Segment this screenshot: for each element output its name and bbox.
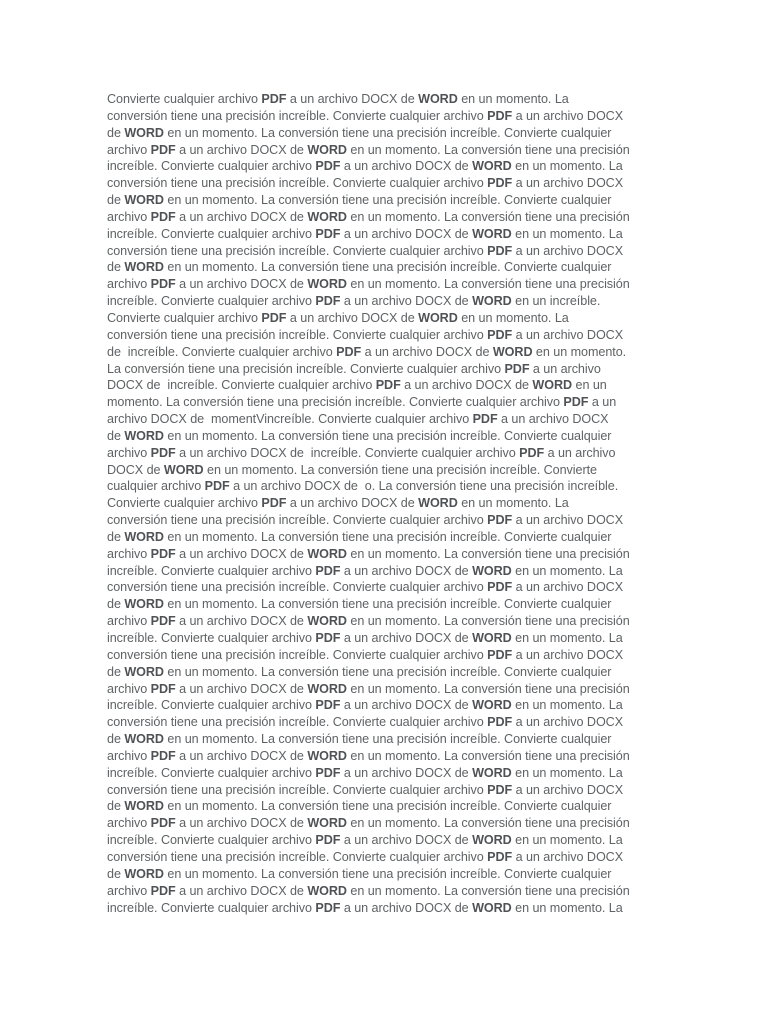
text-line: archivo PDF a un archivo DOCX de WORD en un momento. La conversión tiene una precisión <box>107 883 630 898</box>
text-line: archivo DOCX de momentVincreíble. Convierte cualquier archivo PDF a un archivo DOCX <box>107 412 609 427</box>
emphasized-term: PDF <box>563 395 589 410</box>
emphasized-term: WORD <box>124 125 164 140</box>
emphasized-term: PDF <box>261 92 287 106</box>
emphasized-term: WORD <box>163 462 204 477</box>
text-line: de WORD en un momento. La conversión tiene una precisión increíble. Convierte cualquier <box>107 799 612 814</box>
emphasized-term: PDF <box>487 108 513 123</box>
text-line: de WORD en un momento. La conversión tiene una precisión increíble. Convierte cualquier <box>107 193 612 208</box>
text-line: conversión tiene una precisión increíble. Convierte cualquier archivo PDF a un archivo DOCX <box>107 580 624 595</box>
text-line: increíble. Convierte cualquier archivo PDF a un archivo DOCX de WORD en un momento. La <box>107 631 623 645</box>
emphasized-term: PDF <box>487 715 513 730</box>
text-line: increíble. Convierte cualquier archivo PDF a un archivo DOCX de WORD en un momento. La <box>107 765 623 780</box>
emphasized-term: PDF <box>150 277 176 292</box>
emphasized-term: PDF <box>150 546 176 561</box>
emphasized-term: WORD <box>124 260 164 275</box>
text-line: conversión tiene una precisión increíble. Convierte cualquier archivo PDF a un archivo DOCX <box>107 327 624 342</box>
text-line: DOCX de WORD en un momento. La conversión tiene una precisión increíble. Convierte <box>107 462 597 477</box>
emphasized-term: PDF <box>487 782 513 797</box>
text-line: conversión tiene una precisión increíble. Convierte cualquier archivo PDF a un archivo DOCX <box>107 647 624 662</box>
emphasized-term: WORD <box>418 310 458 325</box>
emphasized-term: PDF <box>150 816 176 831</box>
emphasized-term: WORD <box>307 816 347 831</box>
text-line: archivo PDF a un archivo DOCX de WORD en un momento. La conversión tiene una precisión <box>107 546 630 561</box>
emphasized-term: PDF <box>204 479 230 494</box>
text-line: archivo PDF a un archivo DOCX de WORD en un momento. La conversión tiene una precisión <box>107 277 630 292</box>
emphasized-term: PDF <box>487 176 513 191</box>
text-line: archivo PDF a un archivo DOCX de WORD en un momento. La conversión tiene una precisión <box>107 209 630 224</box>
emphasized-term: WORD <box>307 681 347 696</box>
emphasized-term: WORD <box>472 226 512 241</box>
emphasized-term: WORD <box>472 698 512 713</box>
emphasized-term: PDF <box>150 209 176 224</box>
emphasized-term: PDF <box>315 698 341 713</box>
emphasized-term: WORD <box>472 833 512 848</box>
text-line: archivo PDF a un archivo DOCX de WORD en un momento. La conversión tiene una precisión <box>107 748 630 763</box>
text-line: conversión tiene una precisión increíble. Convierte cualquier archivo PDF a un archivo DOCX <box>107 108 624 123</box>
emphasized-term: PDF <box>487 243 513 258</box>
emphasized-term: PDF <box>315 226 341 241</box>
emphasized-term: PDF <box>315 833 341 848</box>
emphasized-term: WORD <box>124 428 164 443</box>
text-line: de WORD en un momento. La conversión tiene una precisión increíble. Convierte cualquier <box>107 597 612 612</box>
text-line: momento. La conversión tiene una precisión increíble. Convierte cualquier archivo PDF a un <box>107 395 617 410</box>
emphasized-term: WORD <box>472 765 512 780</box>
emphasized-term: PDF <box>487 580 513 595</box>
emphasized-term: WORD <box>307 614 347 629</box>
text-line: conversión tiene una precisión increíble. Convierte cualquier archivo PDF a un archivo DOCX <box>107 243 624 258</box>
emphasized-term: PDF <box>150 142 176 157</box>
emphasized-term: PDF <box>150 445 176 460</box>
text-line: increíble. Convierte cualquier archivo PDF a un archivo DOCX de WORD en un increíble. <box>107 294 601 309</box>
emphasized-term: WORD <box>307 748 347 763</box>
text-line: de WORD en un momento. La conversión tiene una precisión increíble. Convierte cualquier <box>107 260 612 275</box>
emphasized-term: PDF <box>315 294 341 309</box>
text-line: de WORD en un momento. La conversión tiene una precisión increíble. Convierte cualquier <box>107 529 612 544</box>
emphasized-term: PDF <box>487 513 513 528</box>
emphasized-term: PDF <box>315 563 341 578</box>
text-line: conversión tiene una precisión increíble. Convierte cualquier archivo PDF a un archivo DOCX <box>107 849 624 864</box>
emphasized-term: PDF <box>261 310 287 325</box>
emphasized-term: WORD <box>124 597 164 612</box>
emphasized-term: WORD <box>307 142 347 157</box>
emphasized-term: WORD <box>472 294 512 309</box>
emphasized-term: PDF <box>315 159 341 174</box>
emphasized-term: WORD <box>492 344 533 359</box>
emphasized-term: PDF <box>150 681 176 696</box>
emphasized-term: WORD <box>418 496 458 511</box>
text-line: Convierte cualquier archivo PDF a un archivo DOCX de WORD en un momento. La <box>107 310 569 325</box>
emphasized-term: WORD <box>472 159 512 174</box>
text-line: Convierte cualquier archivo PDF a un archivo DOCX de WORD en un momento. La <box>107 92 569 106</box>
text-line: increíble. Convierte cualquier archivo PDF a un archivo DOCX de WORD en un momento. La <box>107 226 623 241</box>
emphasized-term: WORD <box>307 277 347 292</box>
text-line: archivo PDF a un archivo DOCX de WORD en un momento. La conversión tiene una precisión <box>107 614 630 629</box>
emphasized-term: WORD <box>418 92 458 106</box>
emphasized-term: WORD <box>124 193 164 208</box>
emphasized-term: WORD <box>307 546 347 561</box>
text-line: increíble. Convierte cualquier archivo PDF a un archivo DOCX de WORD en un momento. La <box>107 833 623 848</box>
text-line: archivo PDF a un archivo DOCX de WORD en un momento. La conversión tiene una precisión <box>107 681 630 696</box>
emphasized-term: PDF <box>150 748 176 763</box>
emphasized-term: WORD <box>124 529 164 544</box>
text-line: archivo PDF a un archivo DOCX de increíble. Convierte cualquier archivo PDF a un archivo <box>107 445 616 460</box>
emphasized-term: PDF <box>150 614 176 629</box>
text-line: de WORD en un momento. La conversión tiene una precisión increíble. Convierte cualquier <box>107 732 612 747</box>
document-body <box>107 91 667 916</box>
emphasized-term: PDF <box>315 765 341 780</box>
text-line: de WORD en un momento. La conversión tiene una precisión increíble. Convierte cualquier <box>107 866 612 881</box>
emphasized-term: PDF <box>472 412 498 427</box>
emphasized-term: WORD <box>472 563 512 578</box>
emphasized-term: WORD <box>124 732 164 747</box>
emphasized-term: PDF <box>487 647 513 662</box>
emphasized-term: WORD <box>124 664 164 679</box>
text-line: de WORD en un momento. La conversión tiene una precisión increíble. Convierte cualquier <box>107 428 612 443</box>
emphasized-term: WORD <box>472 631 512 645</box>
emphasized-term: PDF <box>261 496 287 511</box>
text-line: La conversión tiene una precisión increíble. Convierte cualquier archivo PDF a un archivo <box>107 361 601 376</box>
emphasized-term: PDF <box>336 344 362 359</box>
emphasized-term: PDF <box>504 361 530 376</box>
emphasized-term: WORD <box>124 866 164 881</box>
text-line: archivo PDF a un archivo DOCX de WORD en un momento. La conversión tiene una precisión <box>107 142 630 157</box>
text-line: de WORD en un momento. La conversión tiene una precisión increíble. Convierte cualquier <box>107 664 612 679</box>
emphasized-term: PDF <box>315 631 341 645</box>
emphasized-term: PDF <box>150 883 176 898</box>
emphasized-term: PDF <box>519 445 545 460</box>
text-line: Convierte cualquier archivo PDF a un archivo DOCX de WORD en un momento. La <box>107 496 569 511</box>
emphasized-term: WORD <box>532 378 573 393</box>
emphasized-term: PDF <box>315 900 341 915</box>
emphasized-term: WORD <box>307 209 347 224</box>
text-line: conversión tiene una precisión increíble. Convierte cualquier archivo PDF a un archivo DOCX <box>107 176 624 191</box>
emphasized-term: PDF <box>487 849 513 864</box>
text-line: conversión tiene una precisión increíble. Convierte cualquier archivo PDF a un archivo DOCX <box>107 513 624 528</box>
text-line: increíble. Convierte cualquier archivo PDF a un archivo DOCX de WORD en un momento. La <box>107 159 623 174</box>
emphasized-term: WORD <box>124 799 164 814</box>
emphasized-term: PDF <box>487 327 513 342</box>
text-line: cualquier archivo PDF a un archivo DOCX de o. La conversión tiene una precisión increíble. <box>107 479 619 494</box>
text-line: conversión tiene una precisión increíble. Convierte cualquier archivo PDF a un archivo DOCX <box>107 715 624 730</box>
text-line: DOCX de increíble. Convierte cualquier archivo PDF a un archivo DOCX de WORD en un <box>107 378 607 393</box>
emphasized-term: WORD <box>472 900 512 915</box>
emphasized-term: PDF <box>375 378 401 393</box>
text-line: archivo PDF a un archivo DOCX de WORD en un momento. La conversión tiene una precisión <box>107 816 630 831</box>
text-line: increíble. Convierte cualquier archivo PDF a un archivo DOCX de WORD en un momento. La <box>107 563 623 578</box>
text-line: increíble. Convierte cualquier archivo PDF a un archivo DOCX de WORD en un momento. La <box>107 698 623 713</box>
text-line: conversión tiene una precisión increíble. Convierte cualquier archivo PDF a un archivo DOCX <box>107 782 624 797</box>
emphasized-term: WORD <box>307 883 347 898</box>
text-line: de increíble. Convierte cualquier archivo PDF a un archivo DOCX de WORD en un momento. <box>107 344 627 359</box>
text-line: increíble. Convierte cualquier archivo PDF a un archivo DOCX de WORD en un momento. La <box>107 900 623 915</box>
text-line: de WORD en un momento. La conversión tiene una precisión increíble. Convierte cualquier <box>107 125 612 140</box>
